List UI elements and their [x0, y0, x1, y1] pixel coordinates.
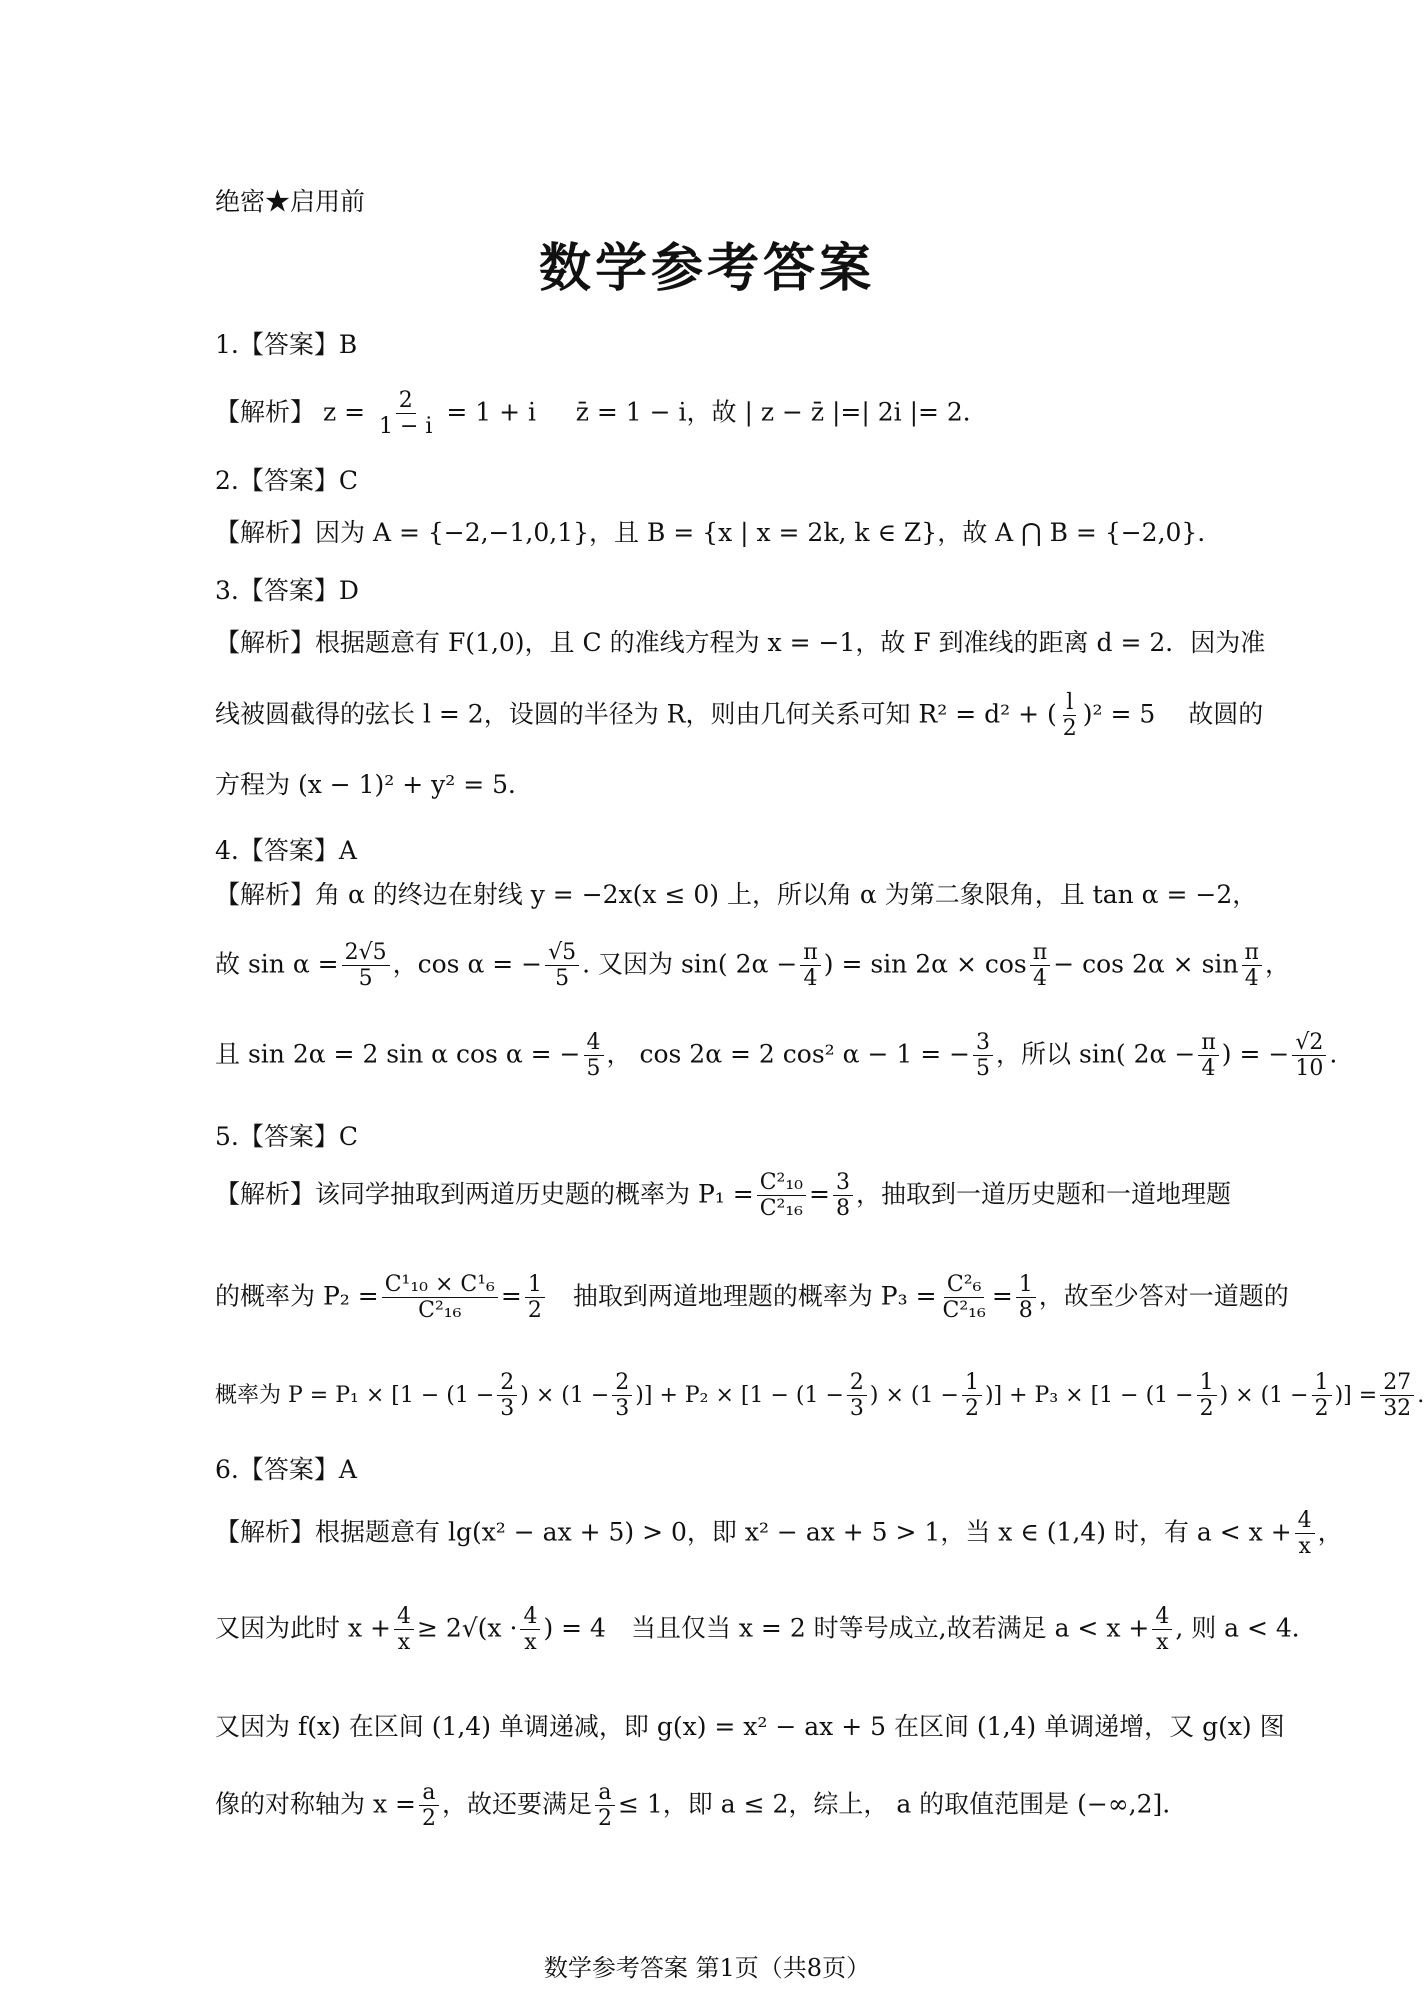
- q4-answer: 4.【答案】A: [215, 836, 357, 865]
- q2-answer: 2.【答案】C: [215, 466, 358, 495]
- q6-answer: 6.【答案】A: [215, 1455, 357, 1484]
- q1-expr3: z̄ = 1 − i，故 | z − z̄ |=| 2i |= 2．: [575, 397, 988, 427]
- q6-line4: 像的对称轴为 x = $\frac{a}{2}$ ，故还要满足 $\frac{a}{2}$ ≤ 1，即 a ≤ 2，综上， a 的取值范围是 (−∞,2].: [215, 1780, 1171, 1832]
- q1-expr2: = 1 + i: [446, 397, 537, 427]
- page-footer: 数学参考答案 第1页（共8页）: [543, 1954, 871, 1982]
- q1-fraction: $\frac{2}{1 - i}$: [379, 388, 433, 440]
- q1-expr: z =: [322, 397, 366, 427]
- q5-line2: 的概率为 P₂ = $\frac{\text{C¹₁₀ × C¹₆}}{\text{C²₁₆}}$ = $\frac{1}{2}$ 抽取到两道地理题的概率为 P₃ = $\frac{\text{C²₆}}{\text{C²₁₆}}$ = $\frac{1}{8}$ ，故至少答对一道题的: [215, 1272, 1289, 1324]
- q3-line3: 方程为 (x − 1)² + y² = 5．: [215, 770, 534, 799]
- q5-line3: 概率为 P = P₁ × [1 − (1 − $\frac{2}{3}$ ) × (1 − $\frac{2}{3}$ )] + P₂ × [1 − (1 − $\frac{2}{3}$ ) × (1 − $\frac{1}{2}$ )] + P₃ × [1 − (1 − $\frac{1}{2}$ ) × (1 − $\frac{1}{2}$ )] = $\frac{27}{32}$ .: [215, 1370, 1424, 1422]
- q2-analysis: 【解析】因为 A = {−2,−1,0,1}，且 B = {x | x = 2k, k ∈ Z}，故 A ⋂ B = {−2,0}．: [215, 518, 1223, 547]
- q4-line3: 且 sin 2α = 2 sin α cos α = − $\frac{4}{5}$ ， cos 2α = 2 cos² α − 1 = − $\frac{3}{5}$ ，所以 sin( 2α − $\frac{\pi}{4}$ ) = − $\frac{√2}{10}$ .: [215, 1030, 1338, 1082]
- page-title: 数学参考答案: [538, 238, 875, 299]
- q5-answer: 5.【答案】C: [215, 1122, 358, 1151]
- q1-answer: 1.【答案】B: [215, 330, 358, 359]
- q1-label: 【解析】: [215, 397, 316, 427]
- secret-label: 绝密★启用前: [215, 187, 366, 216]
- q6-line3: 又因为 f(x) 在区间 (1,4) 单调递减，即 g(x) = x² − ax + 5 在区间 (1,4) 单调递增，又 g(x) 图: [215, 1712, 1285, 1741]
- q1-analysis: [215, 388, 988, 440]
- q3-line2: 线被圆截得的弦长 l = 2，设圆的半径为 R，则由几何关系可知 R² = d² + ( $\frac{l}{2}$ )² = 5 故圆的: [215, 690, 1264, 742]
- q6-line2: 又因为此时 x + $\frac{4}{x}$ ≥ 2√(x · $\frac{4}{x}$ ) = 4 当且仅当 x = 2 时等号成立,故若满足 a < x + $\frac{4}{x}$ , 则 a < 4．: [215, 1604, 1317, 1656]
- q3-answer: 3.【答案】D: [215, 576, 359, 605]
- q3-line1: 【解析】根据题意有 F(1,0)，且 C 的准线方程为 x = −1，故 F 到准线的距离 d = 2．因为准: [215, 628, 1266, 657]
- q4-line1: 【解析】角 α 的终边在射线 y = −2x(x ≤ 0) 上，所以角 α 为第二象限角，且 tan α = −2，: [215, 880, 1258, 909]
- q6-line1: 【解析】根据题意有 lg(x² − ax + 5) > 0，即 x² − ax + 5 > 1，当 x ∈ (1,4) 时，有 a < x + $\frac{4}{x}$ ，: [215, 1508, 1343, 1560]
- q5-line1: 【解析】该同学抽取到两道历史题的概率为 P₁ = $\frac{\text{C²₁₀}}{\text{C²₁₆}}$ = $\frac{3}{8}$ ，抽取到一道历史题和一道地理题: [215, 1170, 1231, 1222]
- q4-line2: 故 sin α = $\frac{2√5}{5}$ ，cos α = − $\frac{√5}{5}$ . 又因为 sin( 2α − $\frac{\pi}{4}$ ) = sin 2α × cos $\frac{\pi}{4}$ − cos 2α × sin $\frac{\pi}{4}$ ，: [215, 940, 1290, 992]
